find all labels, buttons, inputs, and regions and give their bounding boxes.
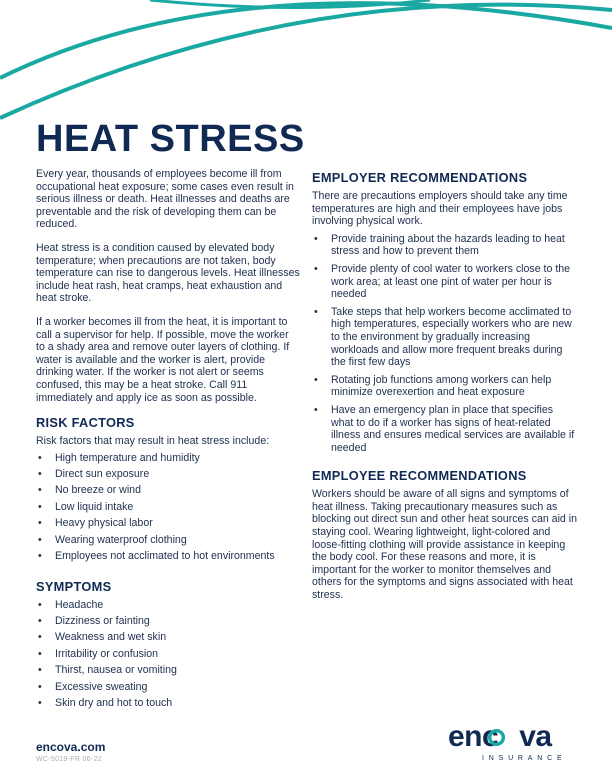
list-item: • Headache [36, 599, 300, 612]
decorative-arcs [0, 0, 612, 120]
page-title: HEAT STRESS [36, 118, 305, 160]
employer-recommendations-heading: EMPLOYER RECOMMENDATIONS [312, 170, 528, 185]
list-item: • Excessive sweating [36, 681, 300, 694]
left-column [36, 168, 300, 713]
list-item: • Rotating job functions among workers can help minimize overexertion and heat exposure [312, 374, 578, 399]
intro-paragraph: Every year, thousands of employees become ill from occupational heat exposure; some cases even result in serious illness or death. Heat illnesses and deaths are preventable and the risk of developing them can be reduced. [36, 168, 294, 231]
list-item: • Have an emergency plan in place that specifies what to do if a worker has signs of heat-related illness and ensures medical services are available if needed [312, 404, 578, 454]
list-item: • No breeze or wind [36, 484, 300, 497]
list-item: • Provide training about the hazards leading to heat stress and how to prevent them [312, 233, 578, 258]
list-item: • Heavy physical labor [36, 517, 300, 530]
list-item: • Wearing waterproof clothing [36, 534, 300, 547]
risk-factors-intro: Risk factors that may result in heat stress include: [36, 435, 270, 448]
symptoms-heading: SYMPTOMS [36, 578, 112, 594]
list-item: • Thirst, nausea or vomiting [36, 664, 300, 677]
list-item: • Dizziness or fainting [36, 615, 300, 628]
list-item: • Provide plenty of cool water to workers close to the work area; at least one pint of water per hour is needed [312, 263, 578, 301]
list-item: • Take steps that help workers become acclimated to high temperatures, especially workers who are new to the environment by gradually increasing workloads and allow more frequent breaks during the first few days [312, 306, 578, 369]
employee-recommendations-heading: EMPLOYEE RECOMMENDATIONS [312, 468, 527, 484]
symptoms-section [36, 579, 300, 710]
list-item: • Skin dry and hot to touch [36, 697, 300, 710]
risk-factors-section [36, 415, 300, 563]
risk-factors-heading: RISK FACTORS [36, 415, 135, 431]
form-code: WC-5019-FR 06-22 [36, 756, 102, 763]
logo-wordmark: enc va [448, 720, 552, 753]
website-link[interactable]: encova.com [36, 740, 106, 754]
list-item: • Direct sun exposure [36, 468, 300, 481]
intro-paragraph: Heat stress is a condition caused by elevated body temperature; when precautions are not taken, body temperature can rise to dangerous levels. Heat illnesses include heat rash, heat cramps, heat exhaustion and heat stroke. [36, 241, 300, 305]
symptoms-list [36, 599, 300, 710]
employer-recommendations-section [312, 170, 578, 454]
employer-recommendations-intro: There are precautions employers should take any time temperatures are high and their employees have jobs involving physical work. [312, 190, 568, 228]
list-item: • Irritability or confusion [36, 648, 300, 661]
list-item: • Employees not acclimated to hot environments [36, 550, 300, 563]
list-item: • Weakness and wet skin [36, 631, 300, 644]
list-item: • Low liquid intake [36, 501, 300, 514]
employee-recommendations-body: Workers should be aware of all signs and symptoms of heat illness. Taking precautionary measures such as blocking out direct sun and other heat sources can aid in staying cool. Wearing lightweight, light-colored and loose-fitting clothing will provide assistance in keeping the body cool. For these reasons and more, it is important for the worker to monitor themselves and others for the symptoms and signs associated with heat stress. [312, 488, 578, 602]
right-column [312, 170, 578, 613]
logo-ring-icon [487, 728, 506, 747]
employee-recommendations-section [312, 468, 578, 601]
risk-factors-list [36, 452, 300, 563]
list-item: • High temperature and humidity [36, 452, 300, 465]
employer-recommendations-list [312, 233, 578, 455]
logo-subtitle: INSURANCE [482, 755, 567, 762]
encova-logo [448, 722, 580, 764]
intro-paragraph: If a worker becomes ill from the heat, it is important to call a supervisor for help. If possible, move the worker to a shady area and remove outer layers of clothing. If water is available and the worker is alert, provide drinking water. If the worker is not alert or seems confused, this may be a heat stroke. Call 911 immediately and apply ice as soon as possible. [36, 315, 290, 404]
